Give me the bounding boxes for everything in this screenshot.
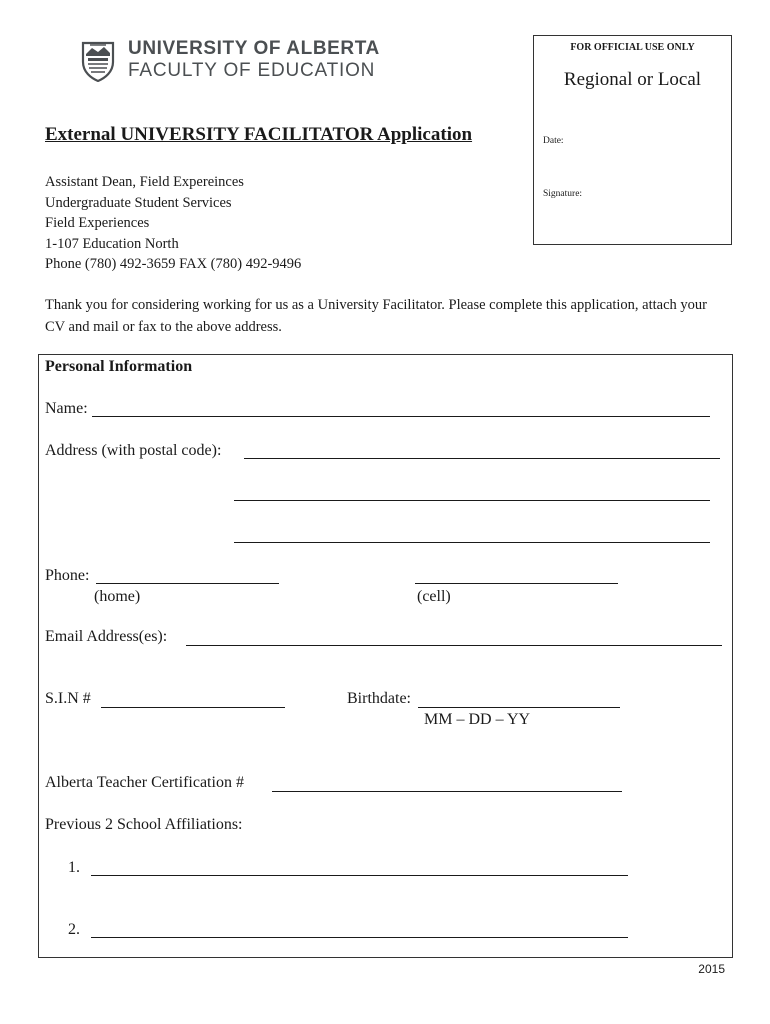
phone-label: Phone: (45, 567, 90, 584)
document-title: External UNIVERSITY FACILITATOR Application (45, 124, 473, 145)
affiliation-2-field[interactable] (91, 917, 628, 938)
official-signature-label: Signature: (543, 189, 583, 199)
address-line: 1-107 Education North (45, 235, 179, 252)
affiliation-1-field[interactable] (91, 855, 628, 876)
official-use-type: Regional or Local (563, 69, 702, 90)
address-line: Field Experiences (45, 215, 150, 231)
birthdate-label: Birthdate: (347, 690, 411, 707)
certification-label: Alberta Teacher Certification # (45, 774, 244, 791)
official-date-label: Date: (543, 136, 564, 146)
affiliation-2-number: 2. (68, 921, 80, 938)
address-field-line-1[interactable] (244, 438, 720, 459)
address-field-line-3[interactable] (234, 522, 710, 543)
intro-paragraph: Thank you for considering working for us as a University Facilitator. Please complete this application, attach your CV and mail or fax to the above address. (45, 297, 708, 335)
phone-home-field[interactable] (96, 563, 279, 584)
logo-university-name: UNIVERSITY OF ALBERTA (128, 38, 380, 59)
footer-year: 2015 (698, 962, 725, 976)
university-crest-icon (80, 40, 116, 82)
certification-field[interactable] (272, 771, 622, 792)
official-use-box (533, 35, 732, 245)
address-line: Undergraduate Student Services (45, 194, 232, 211)
sin-label: S.I.N # (45, 690, 91, 707)
sin-field[interactable] (101, 687, 285, 708)
mailing-address (45, 172, 301, 275)
birthdate-field[interactable] (418, 687, 620, 708)
address-label: Address (with postal code): (45, 442, 222, 459)
university-logo (128, 38, 380, 82)
official-use-title: FOR OFFICIAL USE ONLY (570, 42, 695, 53)
address-line: Assistant Dean, Field Expereinces (45, 174, 244, 190)
phone-cell-label: (cell) (417, 588, 451, 605)
logo-faculty-name: FACULTY OF EDUCATION (128, 60, 376, 81)
email-label: Email Address(es): (45, 628, 168, 645)
affiliations-label: Previous 2 School Affiliations: (45, 816, 243, 833)
phone-home-label: (home) (94, 588, 141, 605)
affiliation-1-number: 1. (68, 859, 80, 876)
name-label: Name: (45, 400, 88, 417)
birthdate-format-hint: MM – DD – YY (424, 711, 531, 728)
name-field[interactable] (92, 396, 710, 417)
address-field-line-2[interactable] (234, 480, 710, 501)
phone-cell-field[interactable] (415, 563, 618, 584)
section-title: Personal Information (45, 358, 193, 375)
contact-phone-fax: Phone (780) 492-3659 FAX (780) 492-9496 (45, 256, 302, 272)
email-field[interactable] (186, 625, 722, 646)
